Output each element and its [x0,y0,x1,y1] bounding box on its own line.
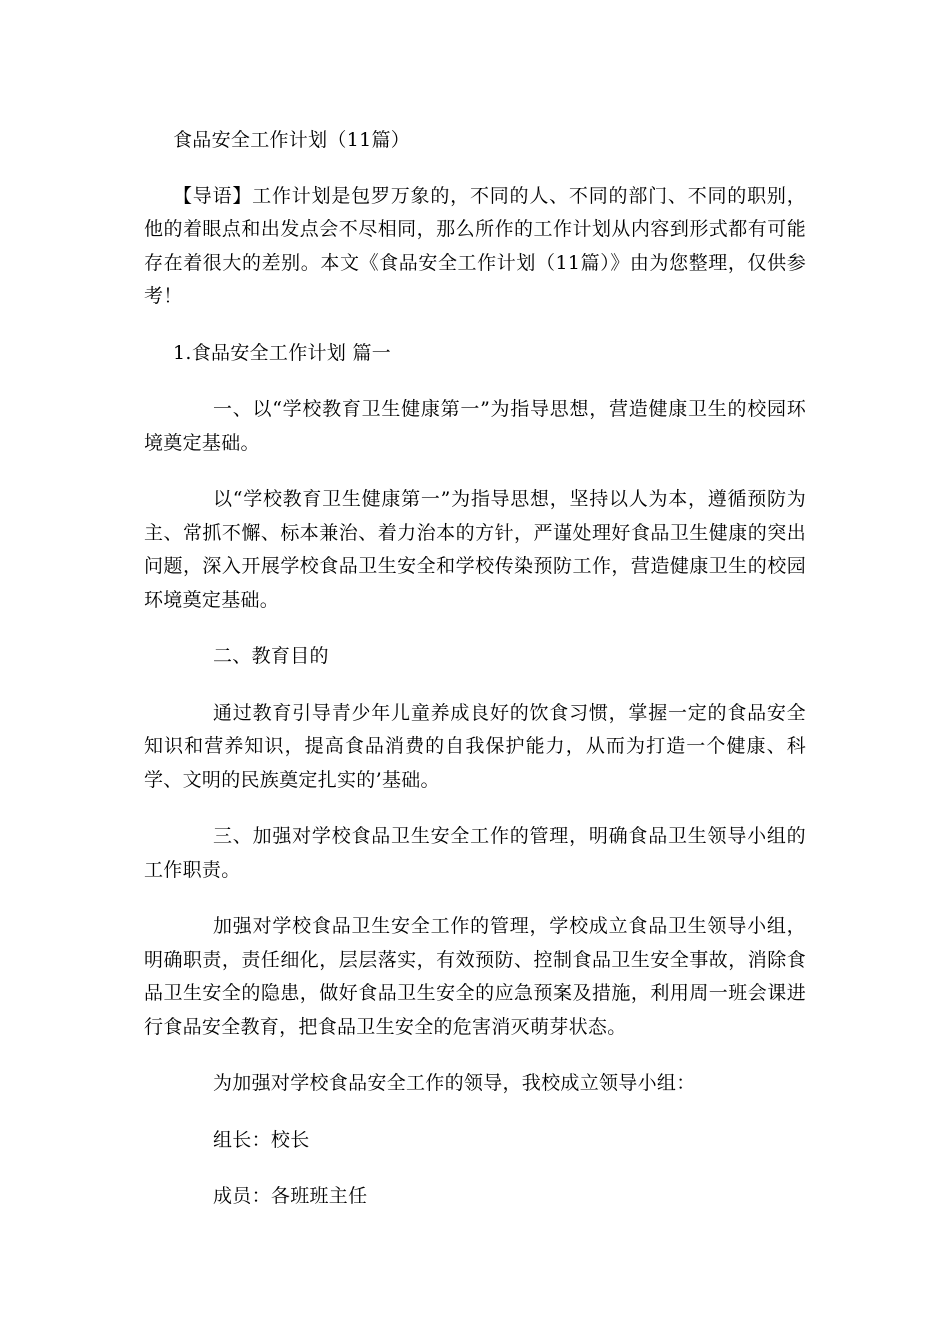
paragraph-guiding-principle-body: 以“学校教育卫生健康第一”为指导思想，坚持以人为本，遵循预防为主、常抓不懈、标本兼治、着力治本的方针，严谨处理好食品卫生健康的突出问题，深入开展学校食品卫生安全和学校传染预防工作，营造健康卫生的校园环境奠定基础。 [144,488,806,611]
paragraph-group-leader: 组长：校长 [213,1128,310,1151]
paragraph-guiding-principle-heading: 一、以“学校教育卫生健康第一”为指导思想，营造健康卫生的校园环境奠定基础。 [144,398,806,454]
paragraph-management-body: 加强对学校食品卫生安全工作的管理，学校成立食品卫生领导小组，明确职责，责任细化，层层落实，有效预防、控制食品卫生安全事故，消除食品卫生安全的隐患，做好食品卫生安全的应急预案及措施，利用周一班会课进行食品安全教育，把食品卫生安全的危害消灭萌芽状态。 [144,915,806,1038]
document-title: 食品安全工作计划（11篇） [173,129,411,151]
section-heading: 1.食品安全工作计划 篇一 [173,341,392,364]
paragraph-education-goal-heading: 二、教育目的 [213,645,329,667]
paragraph-management-heading: 三、加强对学校食品卫生安全工作的管理，明确食品卫生领导小组的工作职责。 [144,825,806,881]
paragraph-education-goal-body: 通过教育引导青少年儿童养成良好的饮食习惯，掌握一定的食品安全知识和营养知识，提高食品消费的自我保护能力，从而为打造一个健康、科学、文明的民族奠定扎实的’基础。 [144,701,806,791]
paragraph-leadership-group: 为加强对学校食品安全工作的领导，我校成立领导小组： [213,1072,696,1094]
document-body [144,124,806,1237]
paragraph-group-members: 成员：各班班主任 [213,1185,368,1207]
intro-paragraph: 【导语】工作计划是包罗万象的，不同的人、不同的部门、不同的职别，他的着眼点和出发点会不尽相同，那么所作的工作计划从内容到形式都有可能存在着很大的差别。本文《食品安全工作计划（11篇）》由为您整理，仅供参考！ [144,184,806,307]
